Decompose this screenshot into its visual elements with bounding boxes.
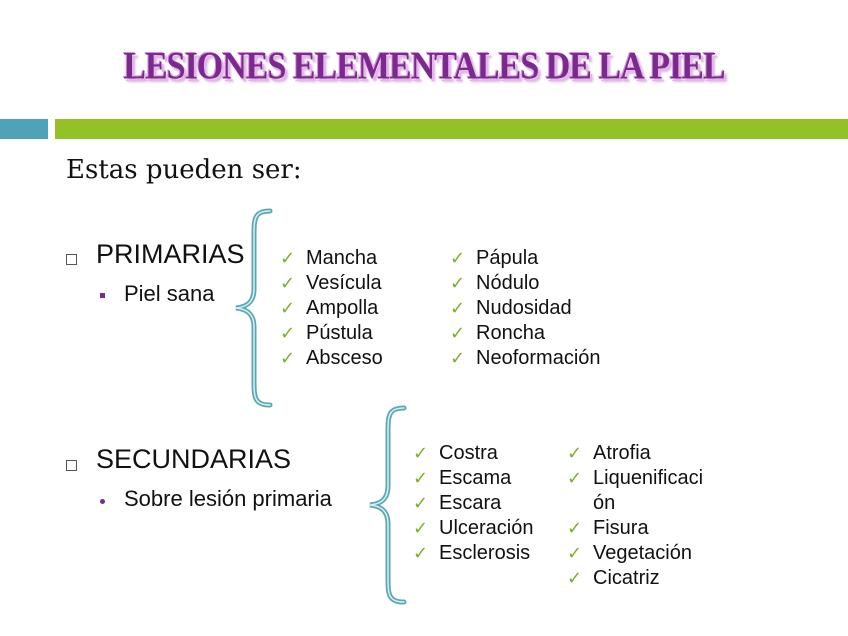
list-item-label: Esclerosis bbox=[439, 542, 531, 564]
check-icon: ✓ bbox=[413, 443, 429, 464]
check-icon: ✓ bbox=[567, 518, 583, 539]
list-item bbox=[280, 321, 383, 346]
list-item-label: Fisura bbox=[593, 517, 649, 539]
list-item bbox=[413, 466, 533, 491]
list-item bbox=[413, 441, 533, 466]
check-icon: ✓ bbox=[280, 273, 296, 294]
list-item bbox=[450, 296, 601, 321]
list-item bbox=[413, 491, 533, 516]
list-item bbox=[413, 541, 533, 566]
list-item bbox=[567, 541, 703, 566]
list-item bbox=[450, 271, 601, 296]
list-item-label: Escara bbox=[439, 492, 502, 514]
list-item-label: Vesícula bbox=[306, 272, 382, 294]
intro-text: Estas pueden ser: bbox=[66, 155, 302, 185]
secundarias-list-col1 bbox=[413, 441, 533, 566]
square-bullet-icon bbox=[66, 460, 77, 471]
header-bar-teal bbox=[0, 119, 48, 139]
check-icon: ✓ bbox=[413, 518, 429, 539]
check-icon: ✓ bbox=[450, 323, 466, 344]
list-item bbox=[413, 516, 533, 541]
check-icon: ✓ bbox=[567, 568, 583, 589]
check-icon: ✓ bbox=[450, 348, 466, 369]
secundarias-sub: Sobre lesión primaria bbox=[124, 486, 332, 511]
list-item bbox=[567, 566, 703, 591]
list-item bbox=[567, 516, 703, 541]
list-item-label: Atrofia bbox=[593, 442, 651, 464]
list-item-label: Neoformación bbox=[476, 347, 601, 369]
list-item bbox=[280, 246, 383, 271]
list-item bbox=[280, 271, 383, 296]
primarias-list-col2 bbox=[450, 246, 601, 371]
secundarias-heading: SECUNDARIAS bbox=[96, 444, 292, 474]
list-item-label: Absceso bbox=[306, 347, 383, 369]
check-icon: ✓ bbox=[567, 543, 583, 564]
check-icon: ✓ bbox=[280, 248, 296, 269]
list-item bbox=[567, 466, 703, 491]
header-bar-green bbox=[55, 119, 848, 139]
check-icon: ✓ bbox=[450, 273, 466, 294]
list-item-label: Mancha bbox=[306, 247, 378, 269]
list-item-label: Nudosidad bbox=[476, 297, 572, 319]
list-item-label: Liquenificaci bbox=[593, 467, 704, 489]
list-item-label: Vegetación bbox=[593, 542, 692, 564]
dot-marker-icon bbox=[100, 499, 105, 504]
list-item-label: Pústula bbox=[306, 322, 373, 344]
square-marker-icon bbox=[100, 293, 105, 298]
list-item-label: Nódulo bbox=[476, 272, 540, 294]
list-item-label: Pápula bbox=[476, 247, 539, 269]
check-icon: ✓ bbox=[413, 493, 429, 514]
slide-title: LESIONES ELEMENTALES DE LA PIEL bbox=[123, 45, 725, 88]
list-item bbox=[280, 346, 383, 371]
check-icon: ✓ bbox=[567, 443, 583, 464]
list-item-label: Cicatriz bbox=[593, 567, 660, 589]
list-item-label: Escama bbox=[439, 467, 512, 489]
primarias-heading: PRIMARIAS bbox=[96, 239, 245, 269]
list-item-label: Costra bbox=[439, 442, 498, 464]
list-item bbox=[567, 441, 703, 466]
check-icon: ✓ bbox=[450, 248, 466, 269]
check-icon: ✓ bbox=[280, 348, 296, 369]
check-icon: ✓ bbox=[280, 323, 296, 344]
list-item bbox=[450, 246, 601, 271]
list-item-label: ón bbox=[593, 492, 616, 514]
list-item-label: Ulceración bbox=[439, 517, 534, 539]
curly-brace-icon bbox=[232, 207, 274, 409]
check-icon: ✓ bbox=[450, 298, 466, 319]
primarias-list-col1 bbox=[280, 246, 383, 371]
list-item bbox=[450, 346, 601, 371]
check-icon: ✓ bbox=[567, 468, 583, 489]
list-item bbox=[280, 296, 383, 321]
list-item bbox=[567, 491, 703, 516]
list-item bbox=[450, 321, 601, 346]
primarias-sub: Piel sana bbox=[124, 281, 215, 306]
check-icon: ✓ bbox=[280, 298, 296, 319]
list-item-label: Ampolla bbox=[306, 297, 379, 319]
list-item-label: Roncha bbox=[476, 322, 545, 344]
square-bullet-icon bbox=[66, 254, 77, 265]
check-icon: ✓ bbox=[413, 543, 429, 564]
check-icon: ✓ bbox=[413, 468, 429, 489]
secundarias-list-col2 bbox=[567, 441, 703, 591]
curly-brace-icon bbox=[366, 404, 408, 606]
